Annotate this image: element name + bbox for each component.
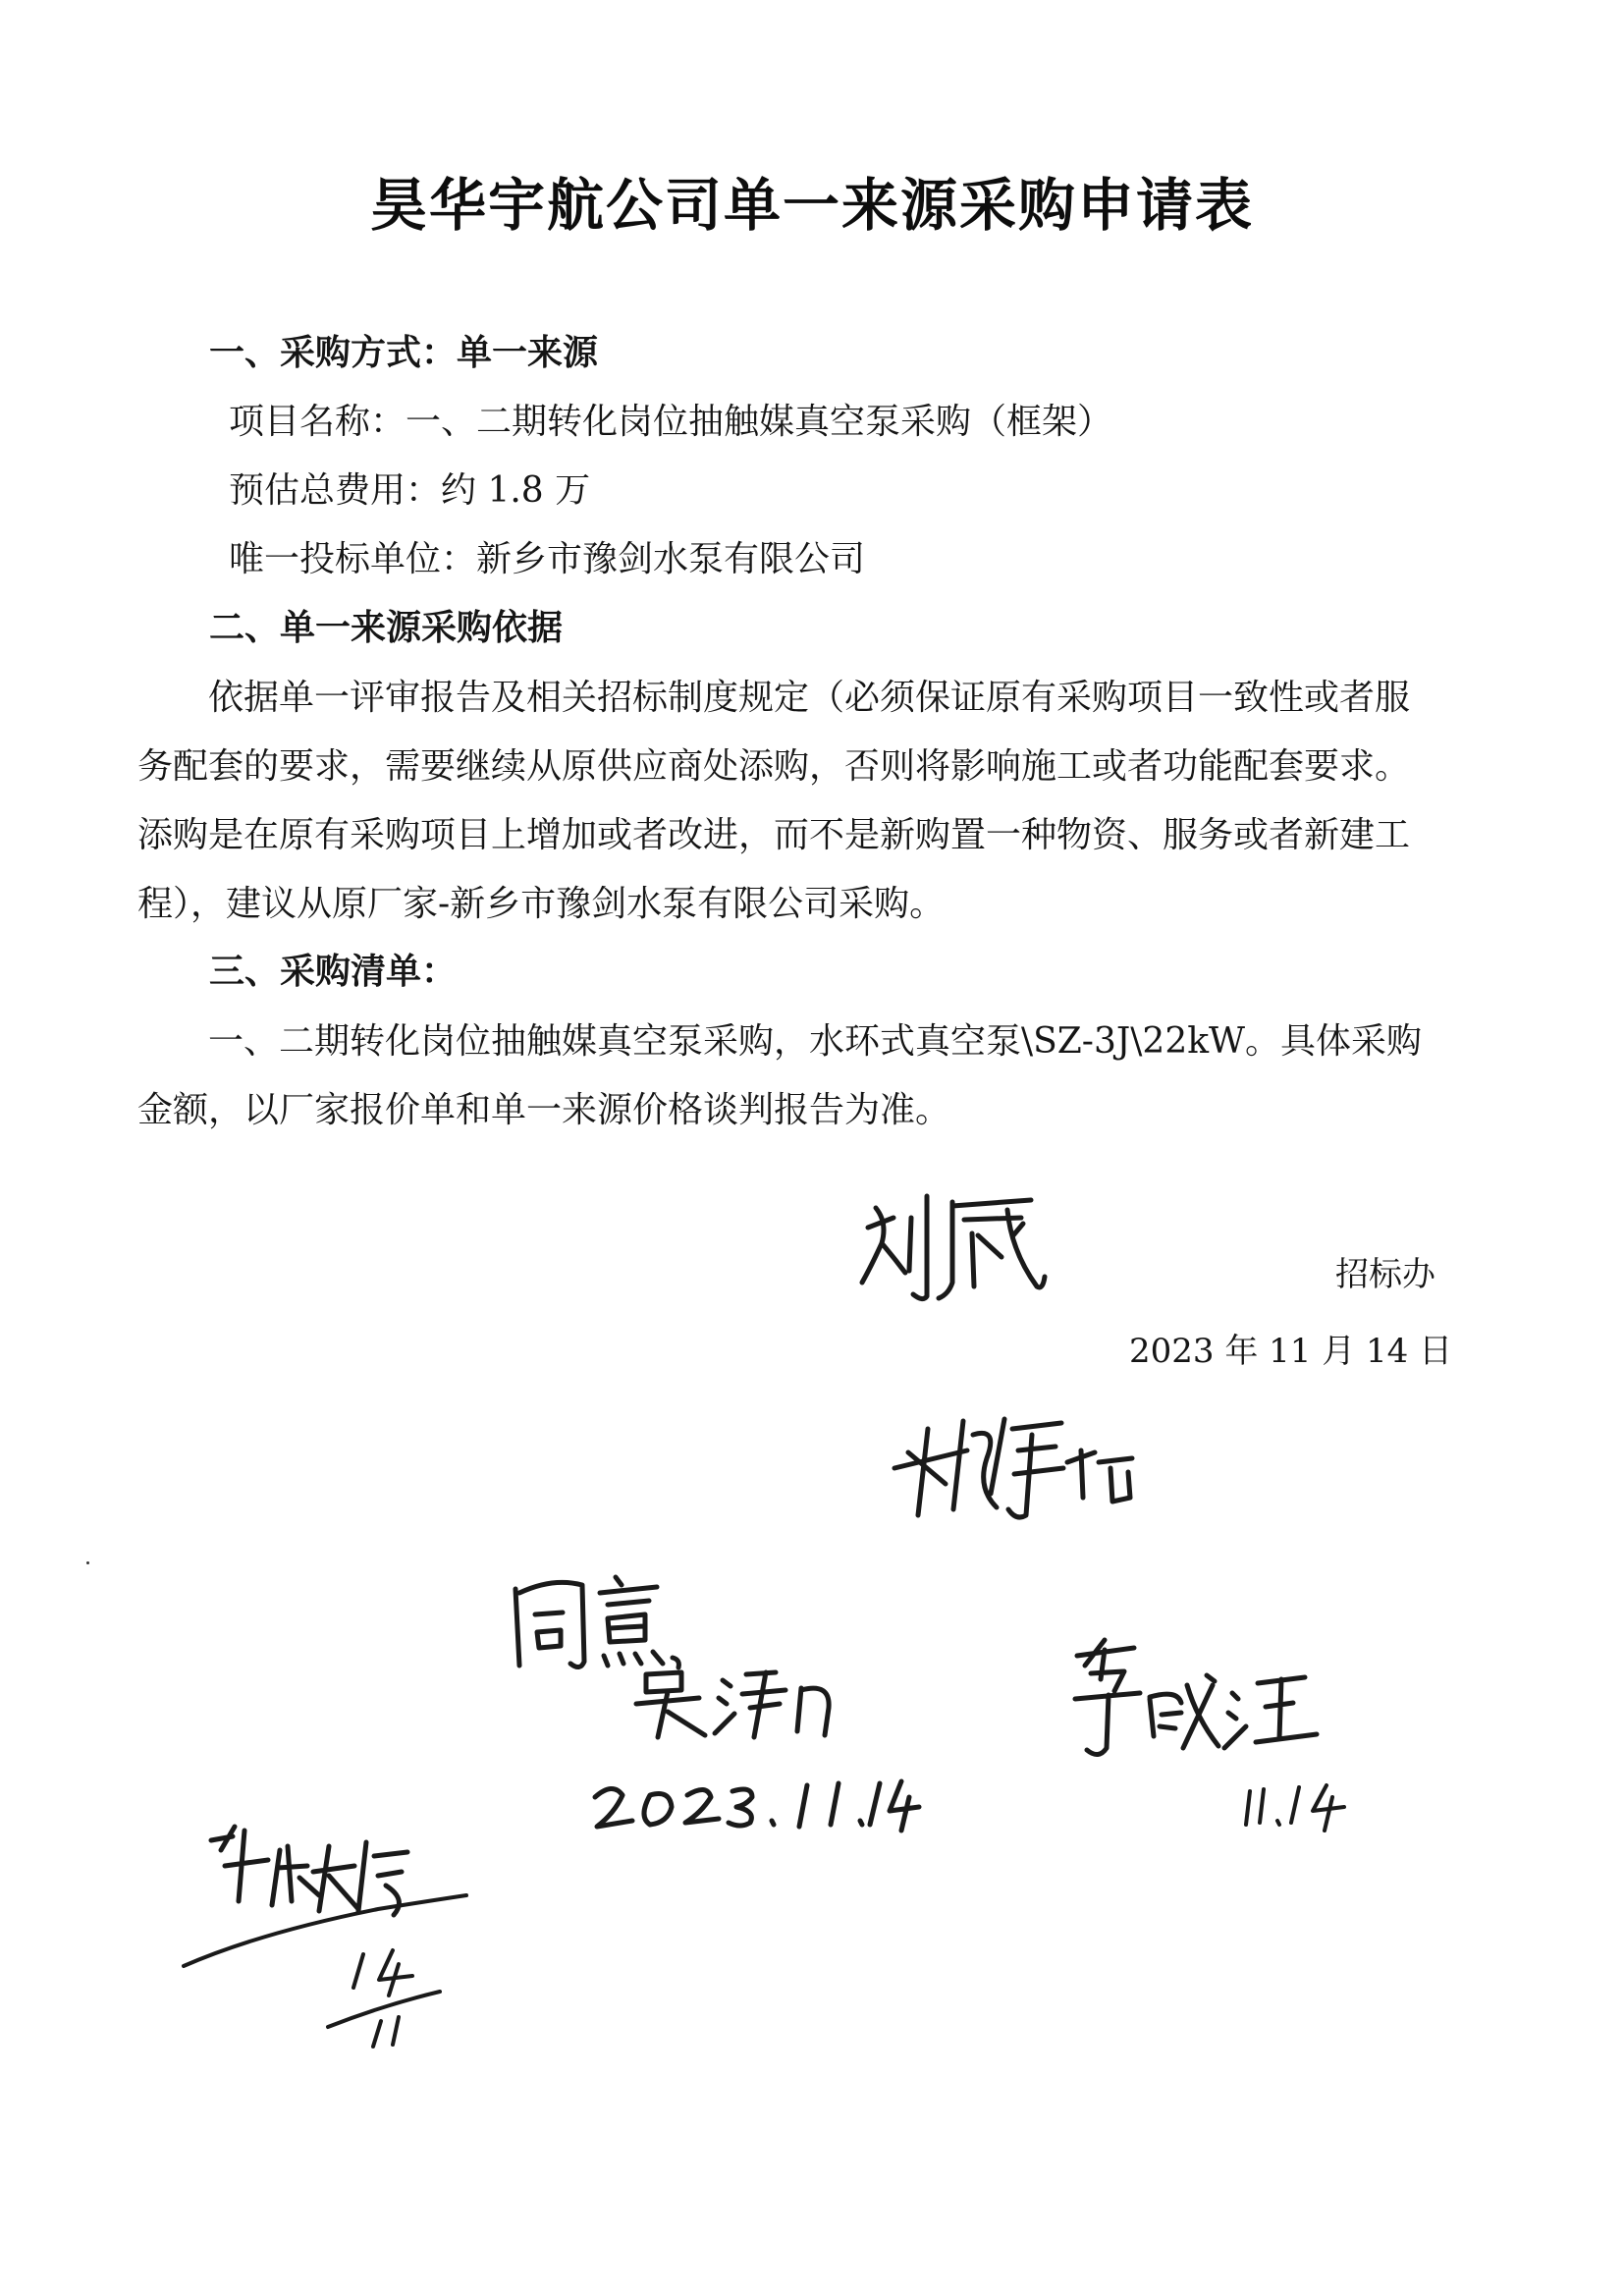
section-2-paragraph [137,664,1443,939]
handwritten-date-fraction [324,1944,452,2052]
estimated-cost-line: 预估总费用：约 1.8 万 [229,470,591,511]
approval-handwriting [506,1571,692,1679]
section-2-text: 依据单一评审报告及相关招标制度规定（必须保证原有采购项目一致性或者服务配套的要求，需要继续从原供应商处添购，否则将影响施工或者功能配套要求。添购是在原有采购项目上增加或者改进，而不是新购置一种物资、服务或者新建工程），建议从原厂家-新乡市豫剑水泵有限公司采购。 [137,678,1411,924]
handwritten-date-long [589,1768,923,1836]
handwritten-date-short [1242,1777,1350,1836]
section-3-text: 一、二期转化岗位抽触媒真空泵采购，水环式真空泵\SZ-3J\22kW。具体采购金额，以厂家报价单和单一来源价格谈判报告为准。 [137,1021,1423,1130]
sole-bidder-line: 唯一投标单位：新乡市豫剑水泵有限公司 [229,539,866,579]
signature-ji-chengjiang [1065,1620,1330,1768]
section-3-heading: 三、采购清单： [209,952,458,992]
section-2-heading: 二、单一来源采购依据 [209,608,564,648]
department-label: 招标办 [1335,1255,1435,1294]
signature-liu-wei [854,1188,1051,1306]
section-3-paragraph [137,1008,1443,1145]
document-title: 昊华宇航公司单一来源采购申请表 [369,172,1254,239]
section-1-heading: 一、采购方式：单一来源 [209,333,599,373]
signature-wu-tao [628,1665,844,1743]
scan-speck [86,1561,89,1564]
project-name-line: 项目名称：一、二期转化岗位抽触媒真空泵采购（框架） [229,402,1113,442]
document-date: 2023 年 11 月 14 日 [1129,1332,1453,1371]
signature-second [889,1399,1144,1527]
